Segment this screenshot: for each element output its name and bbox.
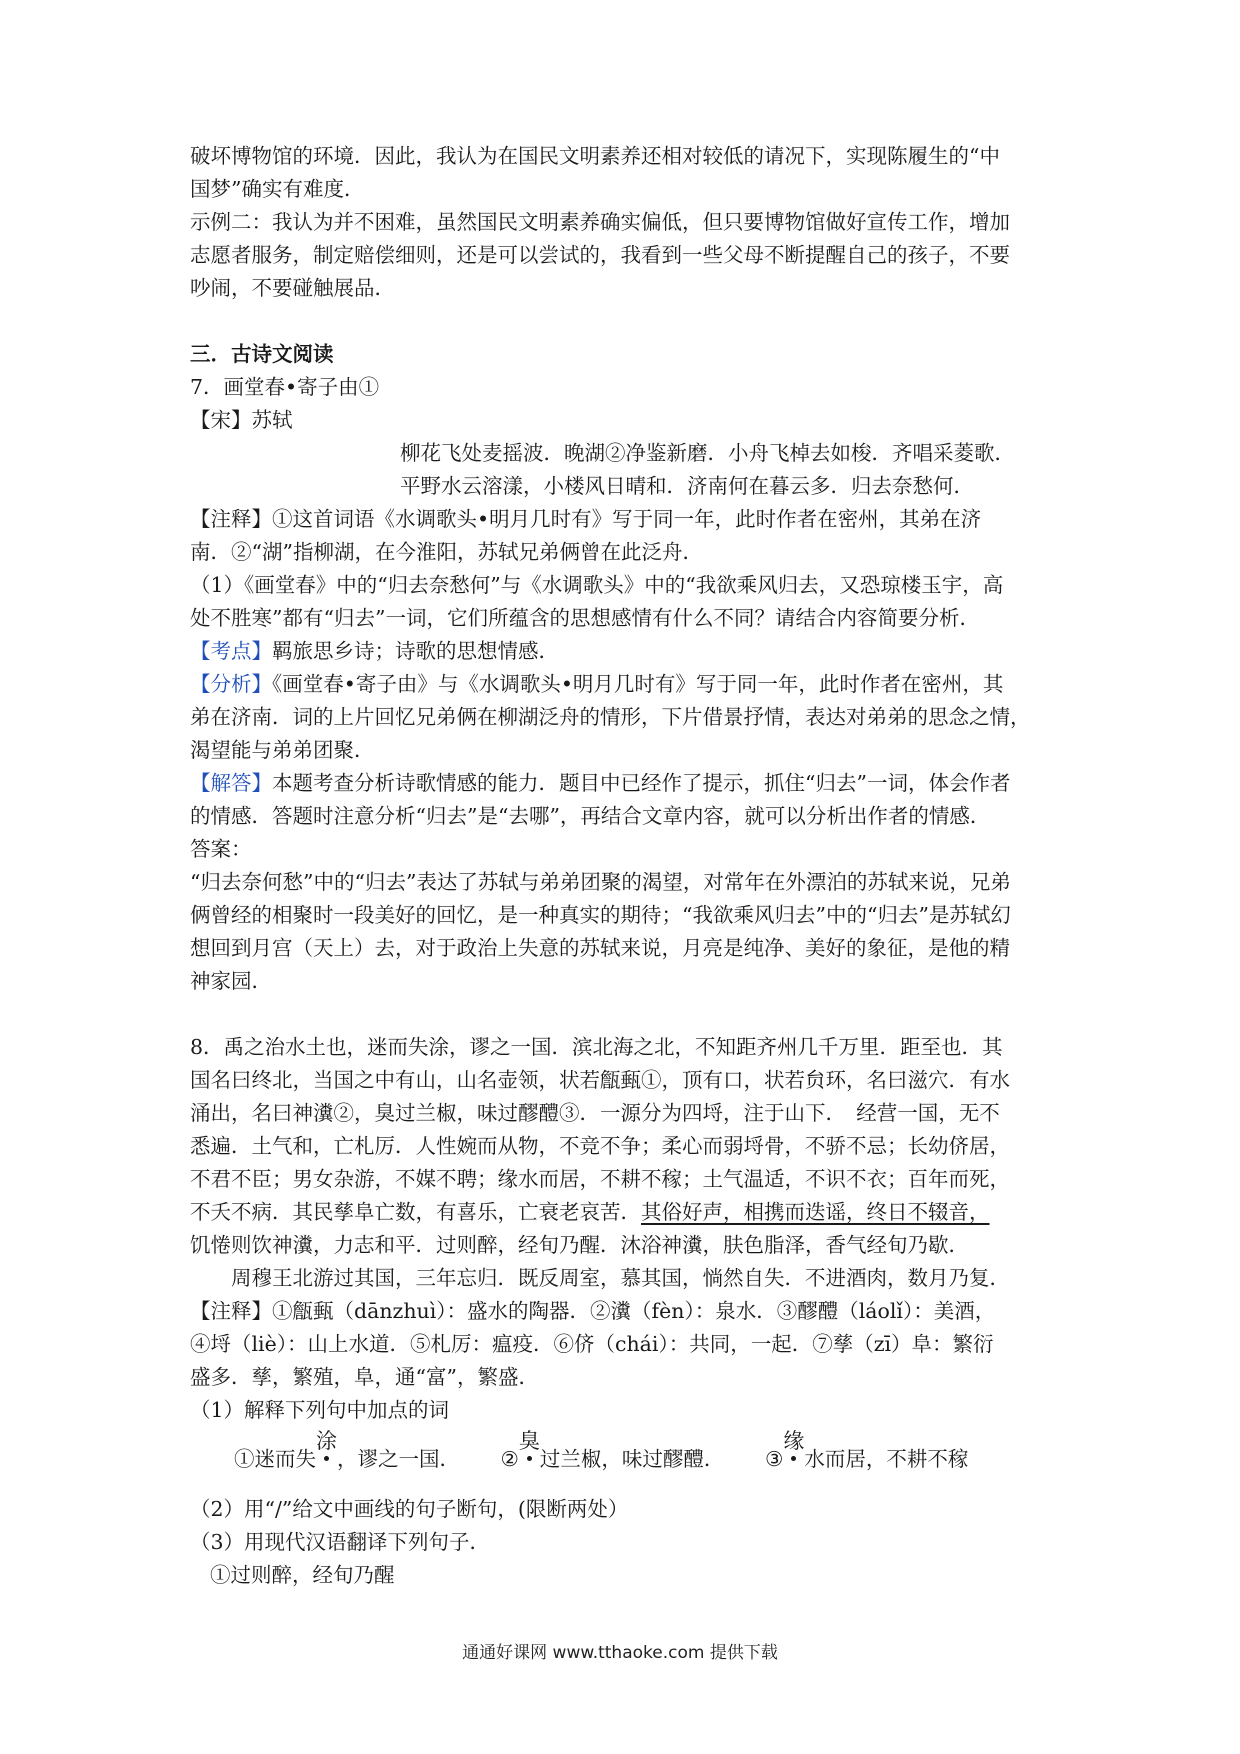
word-item-text: ③ (764, 1447, 784, 1471)
intro-line: 志愿者服务，制定赔偿细则，还是可以尝试的，我看到一些父母不断提醒自己的孩子，不要 (190, 243, 1010, 267)
q7-question: 处不胜寒”都有“归去”一词，它们所蕴含的思想感情有什么不同？请结合内容简要分析． (190, 606, 980, 630)
fenxi-line (190, 668, 1060, 701)
q8-note: ④埒（liè）：山上水道．⑤札厉：瘟疫．⑥侪（chái）：共同，一起．⑦孳（zī）阜：繁衍 (190, 1332, 994, 1356)
section-title: 三．古诗文阅读 (190, 342, 334, 366)
answer-line: 想回到月宫（天上）去，对于政治上失意的苏轼来说，月亮是纯净、美好的象征，是他的精 (190, 936, 1010, 960)
poem-line: 柳花飞处麦摇波．晚湖②净鉴新磨．小舟飞棹去如梭．齐唱采菱歌． (400, 441, 1015, 465)
answer-label: 答案： (190, 837, 252, 861)
word-item-1 (234, 1429, 460, 1471)
q8-subquestion: （2）用“/”给文中画线的句子断句，(限断两处） (190, 1497, 629, 1521)
fenxi-line: 弟在济南．词的上片回忆兄弟俩在柳湖泛舟的情形，下片借景抒情，表达对弟弟的思念之情， (190, 705, 1031, 729)
fenxi-line: 渴望能与弟弟团聚． (190, 738, 375, 762)
word-item-text: ①迷而失 (234, 1447, 316, 1471)
q7-question: （1）《画堂春》中的“归去奈愁何”与《水调歌头》中的“我欲乘风归去，又恐琼楼玉宇，高 (190, 573, 1004, 597)
word-item-text: ，谬之一国． (337, 1447, 460, 1471)
q7-title: 7．画堂春•寄子由① (190, 375, 380, 399)
jieda-text: 本题考查分析诗歌情感的能力．题目中已经作了提示，抓住“归去”一词，体会作者 (272, 771, 1011, 795)
q8-text: 国名曰终北，当国之中有山，山名壶领，状若甔甀①，顶有口，状若贠环，名曰滋穴．有水 (190, 1068, 1010, 1092)
q8-text-part: 不夭不病．其民孳阜亡数，有喜乐，亡衰老哀苦． (190, 1200, 641, 1224)
document-body (190, 140, 1060, 1592)
intro-line: 国梦”确实有难度． (190, 177, 365, 201)
poem-line: 平野水云溶漾，小楼风日晴和．济南何在暮云多．归去奈愁何． (400, 474, 974, 498)
q8-text: 悉遍．土气和，亡札厉．人性婉而从物，不竞不争；柔心而弱埒骨，不骄不忌；长幼侪居， (190, 1134, 1010, 1158)
answer-line: 神家园． (190, 969, 272, 993)
fenxi-text: 《画堂春•寄子由》与《水调歌头•明月几时有》写于同一年，此时作者在密州，其 (272, 672, 1004, 696)
fenxi-tag: 【分析】 (190, 672, 272, 696)
q8-text: 8．禹之治水土也，迷而失涂，谬之一国．滨北海之北，不知距齐州几千万里．距至也．其 (190, 1035, 1003, 1059)
answer-line: “归去奈何愁”中的“归去”表达了苏轼与弟弟团聚的渴望，对常年在外漂泊的苏轼来说，兄弟 (190, 870, 1011, 894)
q8-text: 周穆王北游过其国，三年忘归．既反周室，慕其国，惝然自失．不进酒肉，数月乃复． (231, 1266, 1010, 1290)
answer-line: 俩曾经的相聚时一段美好的回忆，是一种真实的期待；“我欲乘风归去”中的“归去”是苏轼幻 (190, 903, 1011, 927)
q8-text (190, 1196, 1060, 1229)
q8-text: 不君不臣；男女杂游，不媒不聘；缘水而居，不耕不稼；土气温适，不识不衣；百年而死， (190, 1167, 1010, 1191)
q7-note: 【注释】①这首词语《水调歌头•明月几时有》写于同一年，此时作者在密州，其弟在济 (190, 507, 982, 531)
word-item-2 (500, 1429, 725, 1471)
q8-translate-item: ①过则醉，经旬乃醒 (210, 1563, 395, 1587)
kaodian-line (190, 635, 1060, 668)
kaodian-tag: 【考点】 (190, 639, 272, 663)
jieda-line: 的情感．答题时注意分析“归去”是“去哪”，再结合文章内容，就可以分析出作者的情感． (190, 804, 991, 828)
word-item-text: 过兰椒，味过醪醴． (539, 1447, 725, 1471)
q7-author: 【宋】苏轼 (190, 408, 293, 432)
q8-text: 饥惓则饮神瀵，力志和平．过则醉，经旬乃醒．沐浴神瀵，肤色脂泽，香气经旬乃歇． (190, 1233, 969, 1257)
word-item-text: 水而居，不耕不稼 (804, 1447, 969, 1471)
jieda-tag: 【解答】 (190, 771, 272, 795)
q8-subquestion: （3）用现代汉语翻译下列句子． (190, 1530, 491, 1554)
dotted-word: 臭 (518, 1429, 540, 1453)
underlined-sentence: 其俗好声，相携而迭谣，终日不辍音， (641, 1200, 990, 1224)
intro-line: 破坏博物馆的环境．因此，我认为在国民文明素养还相对较低的请况下，实现陈履生的“中 (190, 144, 1000, 168)
q8-note: 【注释】①甔甀（dānzhuì）：盛水的陶器．②瀵（fèn）：泉水．③醪醴（láolǐ）：美酒， (190, 1299, 996, 1323)
word-item-3 (764, 1429, 969, 1471)
q8-text: 涌出，名曰神瀵②，臭过兰椒，味过醪醴③．一源分为四埒，注于山下． 经营一国，无不 (190, 1101, 1000, 1125)
q7-note: 南．②“湖”指柳湖，在今淮阳，苏轼兄弟俩曾在此泛舟． (190, 540, 703, 564)
jieda-line (190, 767, 1060, 800)
dotted-word: 缘 (783, 1429, 805, 1453)
word-item-text: ② (500, 1447, 519, 1471)
page-footer: 通通好课网 www.tthaoke.com 提供下载 (462, 1643, 778, 1663)
intro-line: 吵闹，不要碰触展品． (190, 276, 395, 300)
q8-note: 盛多．孳，繁殖，阜，通“富”，繁盛． (190, 1365, 539, 1389)
kaodian-text: 羁旅思乡诗；诗歌的思想情感． (272, 639, 559, 663)
q8-subquestion: （1）解释下列句中加点的词 (190, 1398, 450, 1422)
intro-line: 示例二：我认为并不困难，虽然国民文明素养确实偏低，但只要博物馆做好宣传工作，增加 (190, 210, 1010, 234)
dotted-word: 涂 (316, 1429, 337, 1453)
word-items (234, 1429, 1060, 1479)
